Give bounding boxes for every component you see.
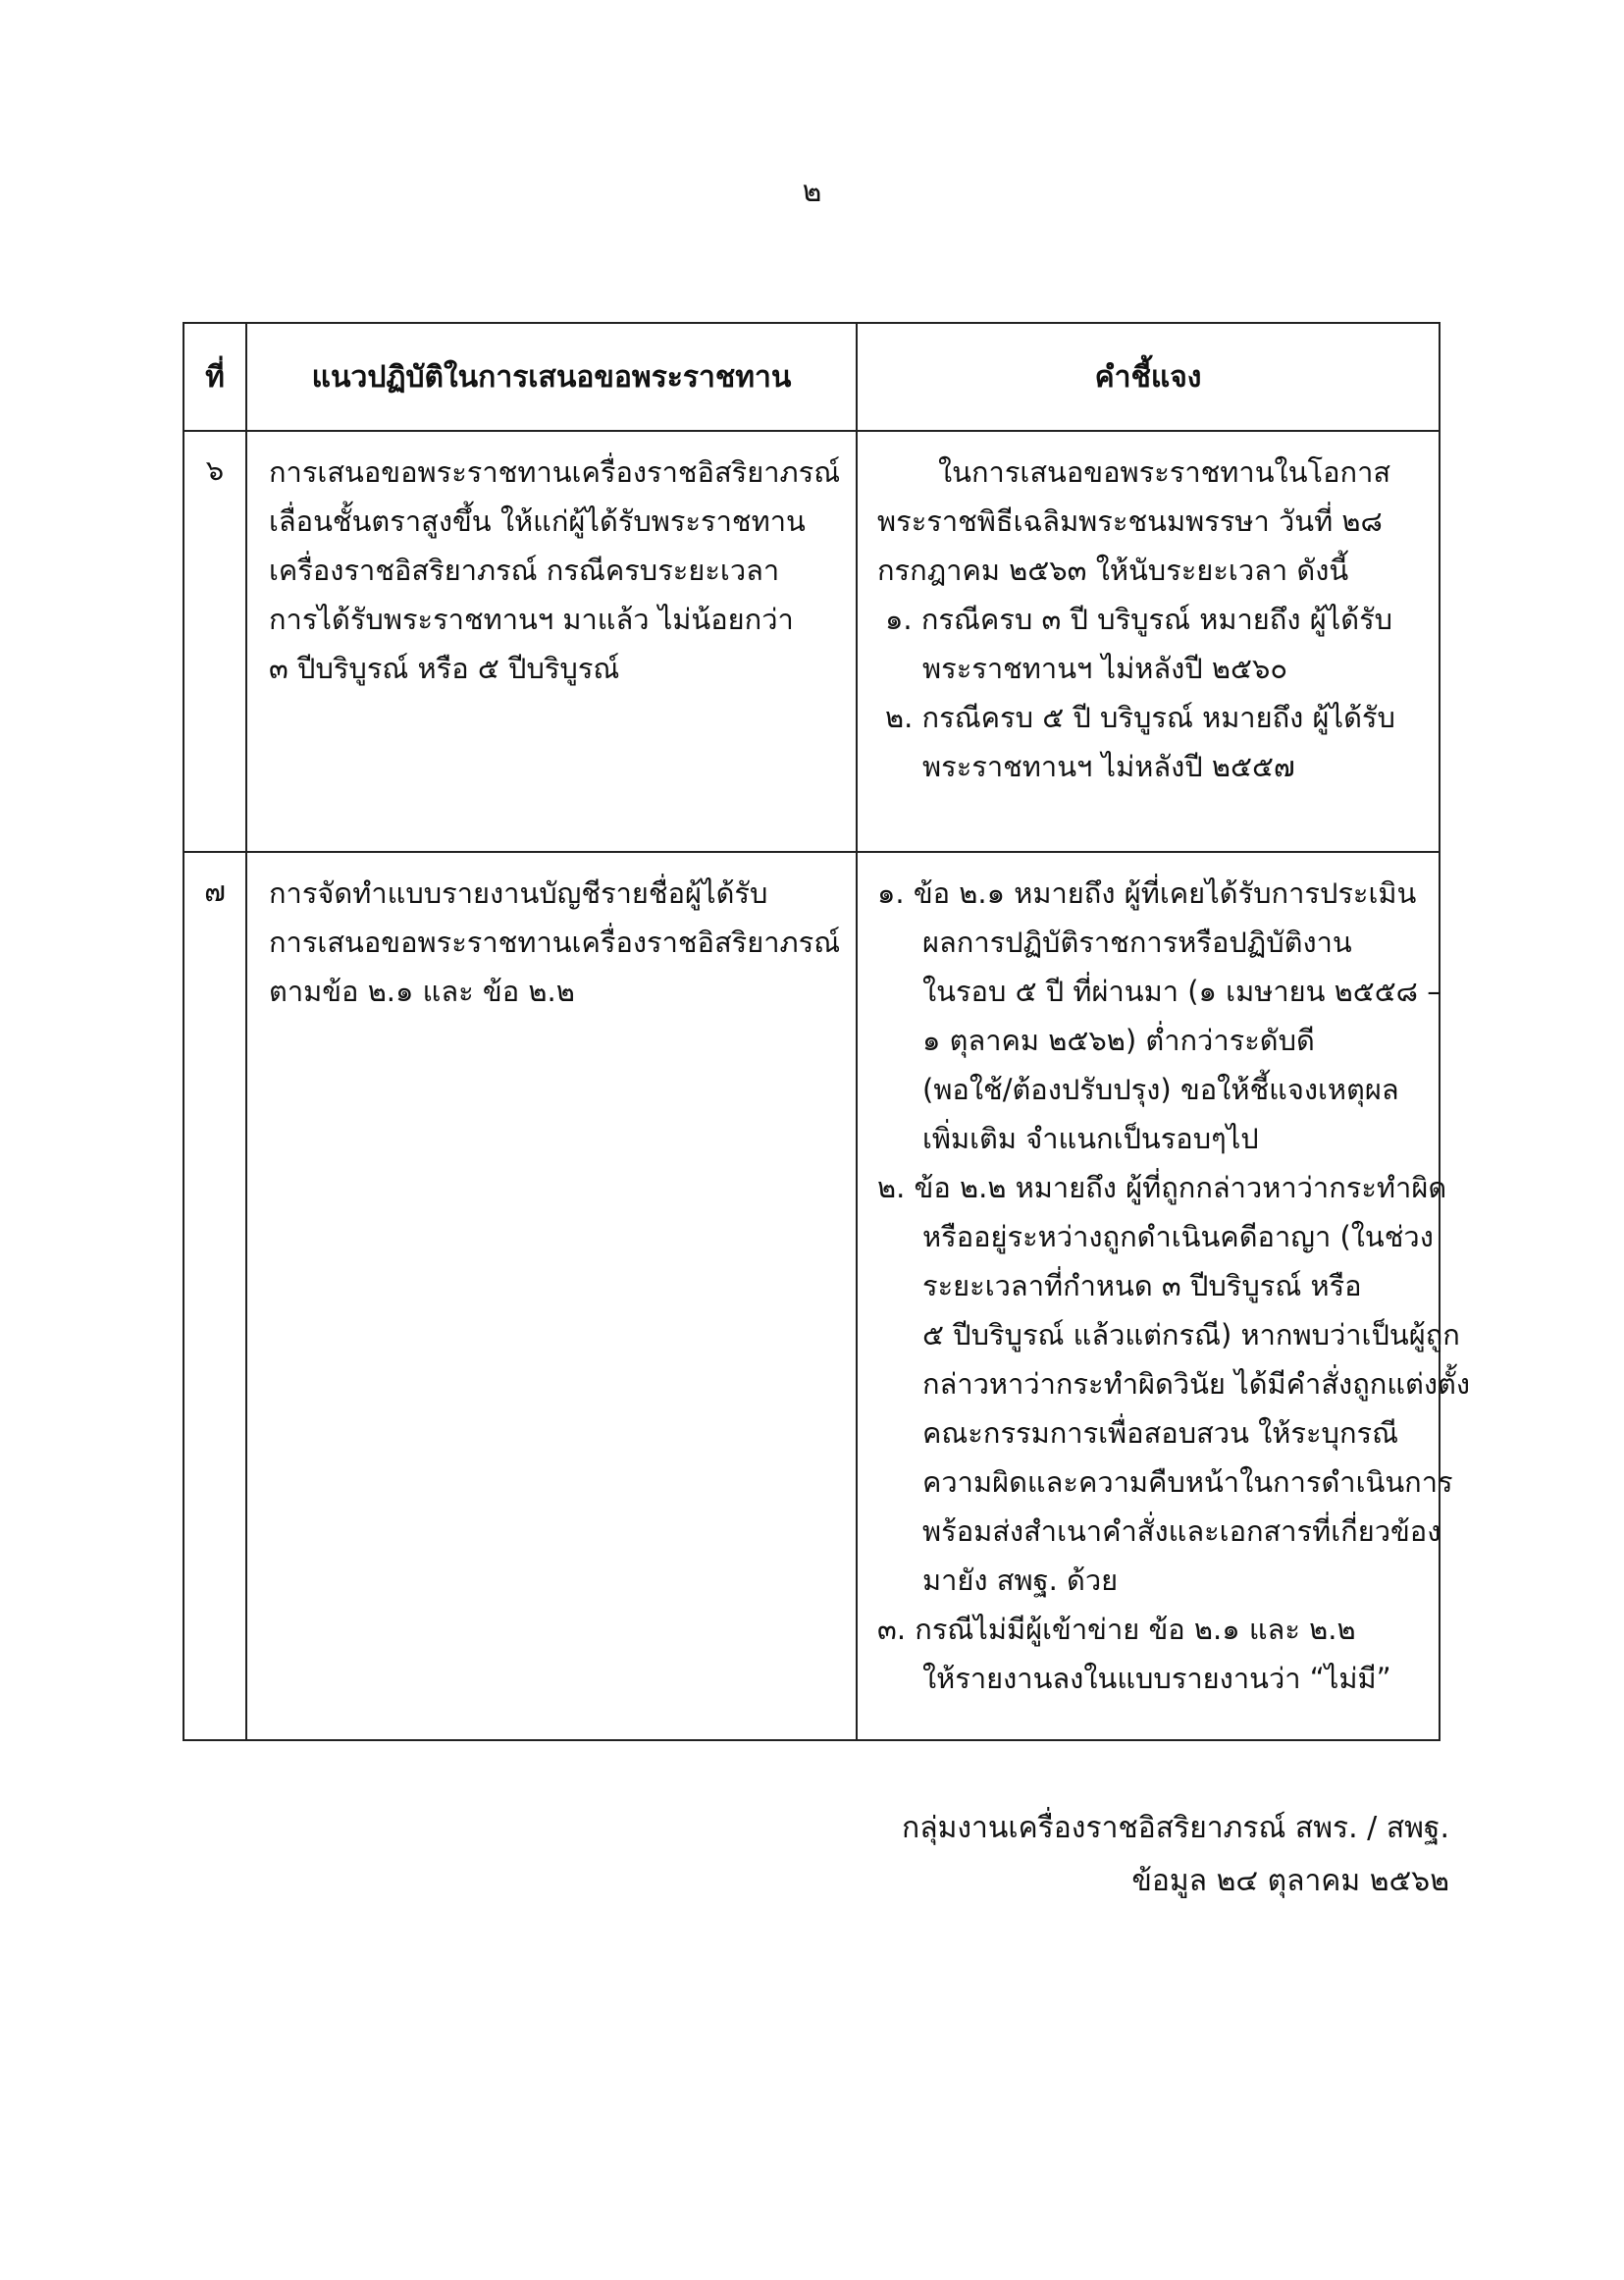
explanation-line: ๑. กรณีครบ ๓ ปี บริบูรณ์ หมายถึง ผู้ได้รับ [885,603,1393,636]
explanation-line: ความผิดและความคืบหน้าในการดำเนินการ [922,1465,1453,1499]
guideline-line: การเสนอขอพระราชทานเครื่องราชอิสริยาภรณ์ [269,455,841,489]
explanation-line: ในการเสนอขอพระราชทานในโอกาส [938,455,1391,489]
table-header-row [183,323,1440,431]
explanation-line: พระราชพิธีเฉลิมพระชนมพรรษา วันที่ ๒๘ [877,504,1383,538]
table-row [183,852,1440,1740]
explanation-line: ๒. กรณีครบ ๕ ปี บริบูรณ์ หมายถึง ผู้ได้รับ [885,701,1395,734]
page-number: ๒ [802,175,822,209]
guideline-line: การจัดทำแบบรายงานบัญชีรายชื่อผู้ได้รับ [269,876,768,910]
header-no: ที่ [183,323,246,431]
explanation-line: (พอใช้/ต้องปรับปรุง) ขอให้ชี้แจงเหตุผล [922,1073,1399,1106]
explanation-line: มายัง สพฐ. ด้วย [922,1564,1119,1597]
explanation-line: ในรอบ ๕ ปี ที่ผ่านมา (๑ เมษายน ๒๕๕๘ – [922,975,1441,1008]
footer-date: ข้อมูล ๒๔ ตุลาคม ๒๕๖๒ [1131,1864,1449,1898]
guideline-line: เลื่อนชั้นตราสูงขึ้น ให้แก่ผู้ได้รับพระราชทาน [269,504,806,538]
explanation-line: พร้อมส่งสำเนาคำสั่งและเอกสารที่เกี่ยวข้อง [922,1514,1441,1548]
row-number: ๗ [183,852,246,1740]
explanation-line: ๑. ข้อ ๒.๑ หมายถึง ผู้ที่เคยได้รับการประเมิน [877,876,1417,910]
explanation-line: คณะกรรมการเพื่อสอบสวน ให้ระบุกรณี [922,1416,1398,1450]
header-guideline: แนวปฏิบัติในการเสนอขอพระราชทาน [246,323,857,431]
explanation-line: ๕ ปีบริบูรณ์ แล้วแต่กรณี) หากพบว่าเป็นผู้ถูก [922,1318,1460,1352]
guideline-cell [246,431,857,852]
explanation-line: เพิ่มเติม จำแนกเป็นรอบๆไป [922,1122,1259,1155]
row-number: ๖ [183,431,246,852]
explanation-line: กล่าวหาว่ากระทำผิดวินัย ได้มีคำสั่งถูกแต่งตั้ง [922,1367,1470,1401]
guideline-line: ๓ ปีบริบูรณ์ หรือ ๕ ปีบริบูรณ์ [269,652,620,685]
footer-department: กลุ่มงานเครื่องราชอิสริยาภรณ์ สพร. / สพฐ. [902,1811,1449,1845]
explanation-line: ๑ ตุลาคม ๒๕๖๒) ต่ำกว่าระดับดี [922,1024,1315,1057]
guideline-line: เครื่องราชอิสริยาภรณ์ กรณีครบระยะเวลา [269,554,780,587]
explanation-line: ๒. ข้อ ๒.๒ หมายถึง ผู้ที่ถูกกล่าวหาว่ากระทำผิด [877,1171,1447,1204]
footer-note [902,1802,1449,1908]
table-row [183,431,1440,852]
guideline-cell [246,852,857,1740]
explanation-line: ให้รายงานลงในแบบรายงานว่า “ไม่มี” [922,1662,1391,1695]
explanation-line: กรกฎาคม ๒๕๖๓ ให้นับระยะเวลา ดังนี้ [877,554,1349,587]
explanation-line: พระราชทานฯ ไม่หลังปี ๒๕๖๐ [922,652,1288,685]
explanation-cell [857,852,1470,1740]
guideline-line: ตามข้อ ๒.๑ และ ข้อ ๒.๒ [269,975,575,1008]
explanation-line: ผลการปฏิบัติราชการหรือปฏิบัติงาน [922,926,1352,959]
explanation-line: ๓. กรณีไม่มีผู้เข้าข่าย ข้อ ๒.๑ และ ๒.๒ [877,1613,1356,1646]
guideline-line: การได้รับพระราชทานฯ มาแล้ว ไม่น้อยกว่า [269,603,794,636]
header-explanation: คำชี้แจง [857,323,1440,431]
explanation-line: ระยะเวลาที่กำหนด ๓ ปีบริบูรณ์ หรือ [922,1269,1362,1302]
explanation-line: หรืออยู่ระหว่างถูกดำเนินคดีอาญา (ในช่วง [922,1220,1434,1253]
explanation-cell [857,431,1440,852]
guideline-line: การเสนอขอพระราชทานเครื่องราชอิสริยาภรณ์ [269,926,841,959]
explanation-line: พระราชทานฯ ไม่หลังปี ๒๕๕๗ [922,750,1295,783]
guideline-table [183,322,1470,1741]
